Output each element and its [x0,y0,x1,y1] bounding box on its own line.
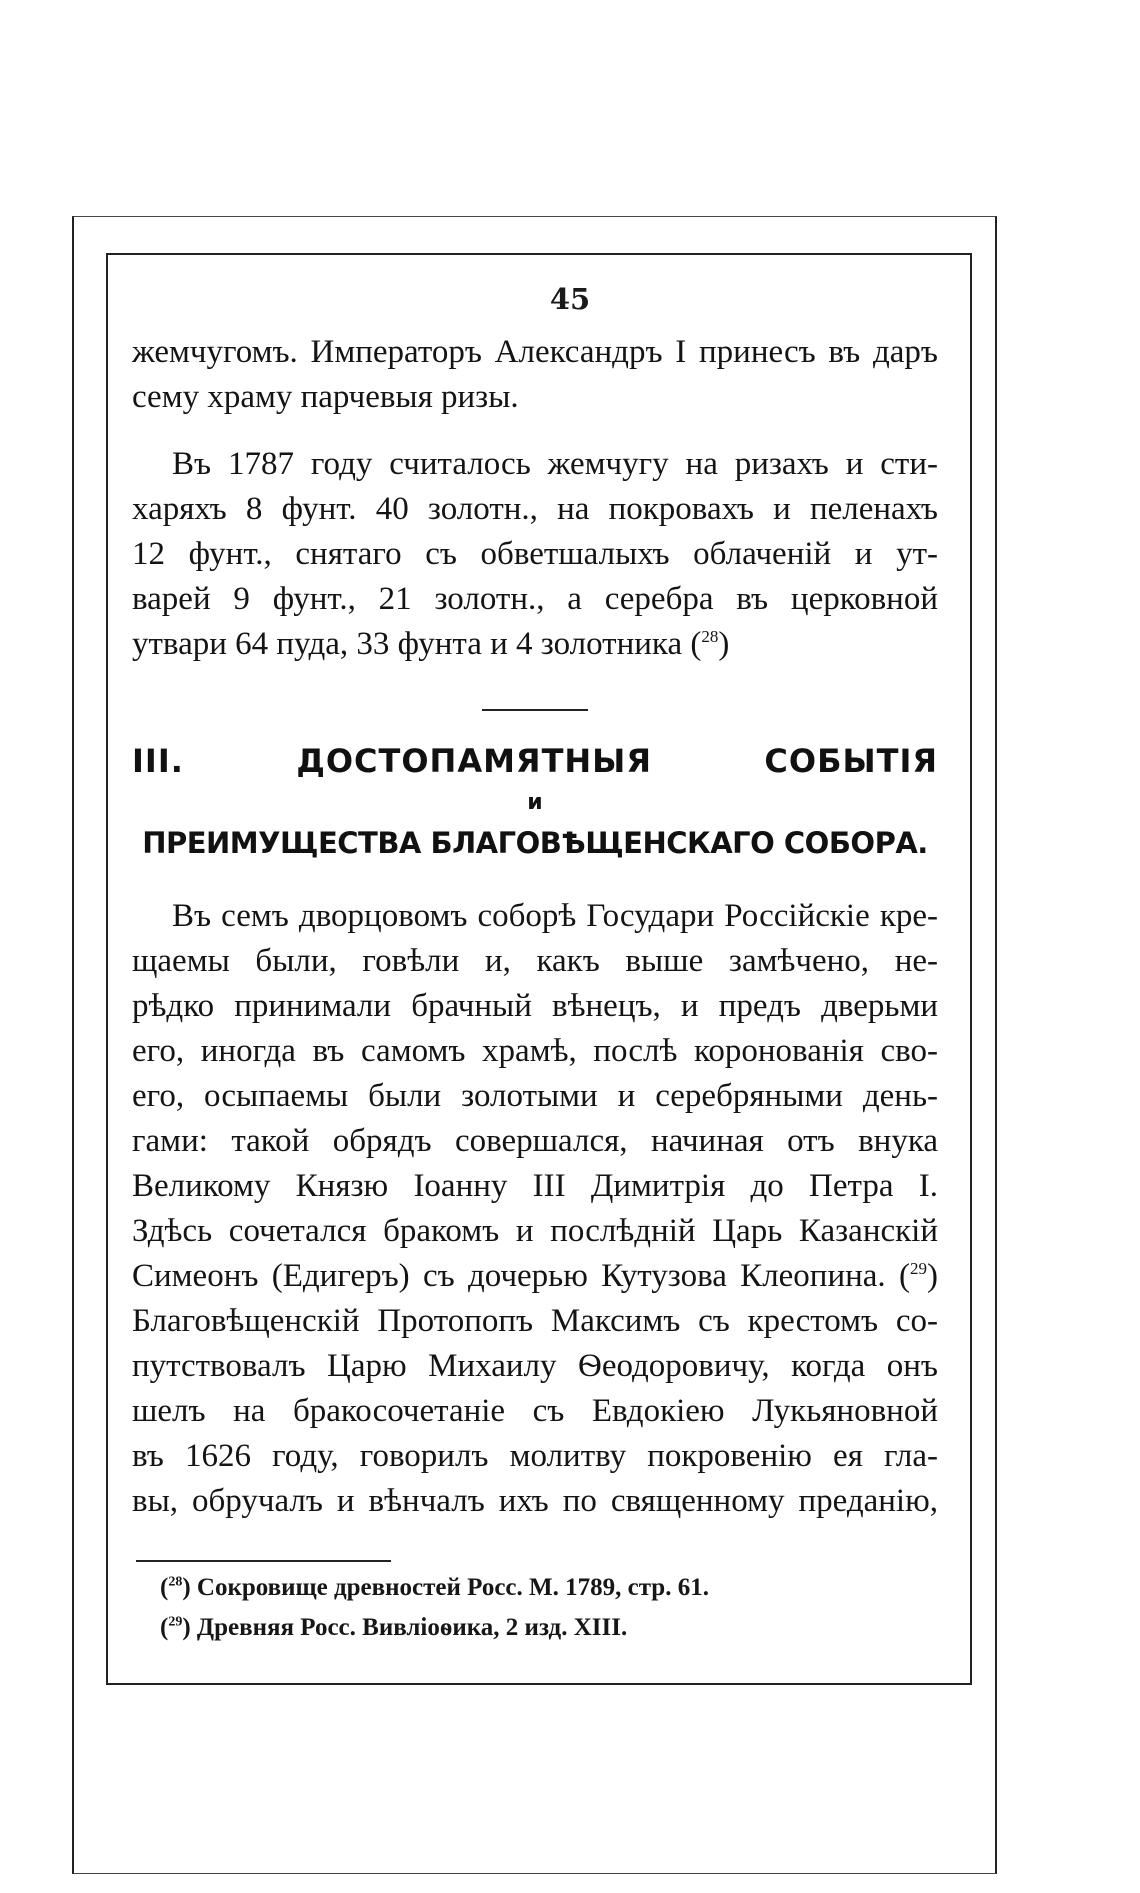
footnote-28-text: Сокровище древностей Росс. М. 1789, стр. 61. [190,1574,709,1601]
paragraph-2-line-1: Въ 1787 году считалось жемчугу на ризахъ и сти- [172,446,938,482]
section-heading-line-2: ПРЕИМУЩЕСТВА БЛАГОВѢЩЕНСКАГО СОБОРА. [142,826,928,860]
section-heading-numeral: III. [132,742,184,780]
footnote-29-open: ( [160,1614,169,1641]
footnote-29 [160,1608,940,1648]
paragraph-1 [132,330,938,420]
footnote-ref-29-close: ) [927,1258,938,1294]
footnote-29-text: Древняя Росс. Вивліоѳика, 2 изд. XIII. [190,1614,628,1641]
paragraph-2-line-5-text: утвари 64 пуда, 33 фунта и 4 золотника ( [132,626,702,662]
paragraph-1-line-2: сему храму парчевыя ризы. [132,379,519,415]
footnote-28-close: ) [182,1574,191,1601]
paragraph-1-line-1: жемчугомъ. Императоръ Александръ I принесъ въ даръ [132,334,938,370]
paragraph-2-line-3: 12 фунт., снятаго съ обветшалыхъ облаченій и ут- [132,536,938,572]
footnote-28-open: ( [160,1574,169,1601]
footnotes [160,1568,940,1648]
paragraph-3-line-6: гами: такой обрядъ совершался, начиная отъ внука [132,1123,938,1159]
footnote-28-number: 28 [168,1574,183,1590]
paragraph-3-line-5: его, осыпаемы были золотыми и серебряными день- [132,1078,938,1114]
paragraph-3-line-9-text: Симеонъ (Едигеръ) съ дочерью Кутузова Клеопина. ( [132,1258,910,1294]
paragraph-3-line-7: Великому Князю Іоанну III Димитрія до Петра I. [132,1168,938,1204]
paragraph-3-line-9 [132,1254,938,1299]
paragraph-3-line-12: шелъ на бракосочетаніе съ Евдокіею Лукьяновной [132,1393,938,1429]
section-divider [482,709,588,711]
footnote-29-mark [160,1614,191,1641]
footnote-ref-29: 29 [910,1259,927,1278]
footnote-28-mark [160,1574,191,1601]
footnote-ref-28: 28 [701,627,719,646]
footnote-28 [160,1568,940,1608]
paragraph-3-line-8: Здѣсь сочетался бракомъ и послѣдній Царь Казанскій [132,1213,938,1249]
section-heading-word-1: ДОСТОПАМЯТНЫЯ [296,742,652,780]
page-number: 45 [549,282,591,316]
paragraph-3-line-1: Въ семъ дворцовомъ соборѣ Государи Россійскіе кре- [172,898,938,934]
paragraph-2-line-4: варей 9 фунт., 21 золотн., а серебра въ церковной [132,581,938,617]
paragraph-2-line-2: харяхъ 8 фунт. 40 золотн., на покровахъ и пеленахъ [132,491,938,527]
paragraph-3-line-4: его, иногда въ самомъ храмѣ, послѣ коронованія сво- [132,1033,938,1069]
footnote-29-number: 29 [168,1614,183,1630]
section-heading-line-1 [132,742,938,780]
paragraph-3-line-2: щаемы были, говѣли и, какъ выше замѣчено, не- [132,943,938,979]
footnote-ref-28-close: ) [718,626,730,662]
paragraph-2 [132,442,938,667]
paragraph-3-line-14: вы, обручалъ и вѣнчалъ ихъ по священному преданію, [132,1483,938,1519]
paragraph-3 [132,894,938,1524]
paragraph-3-line-13: въ 1626 году, говорилъ молитву покровенію ея гла- [132,1438,938,1474]
paragraph-3-line-11: путствовалъ Царю Михаилу Ѳеодоровичу, когда онъ [132,1348,938,1384]
footnote-29-close: ) [182,1614,191,1641]
section-heading-conjunction: и [527,790,543,815]
paragraph-3-line-3: рѣдко принимали брачный вѣнецъ, и предъ дверьми [132,988,938,1024]
footnote-separator [136,1560,391,1562]
paragraph-2-line-5 [132,622,938,667]
paragraph-3-line-10: Благовѣщенскій Протопопъ Максимъ съ крестомъ со- [132,1303,938,1339]
section-heading-word-2: СОБЫТІЯ [764,742,939,780]
